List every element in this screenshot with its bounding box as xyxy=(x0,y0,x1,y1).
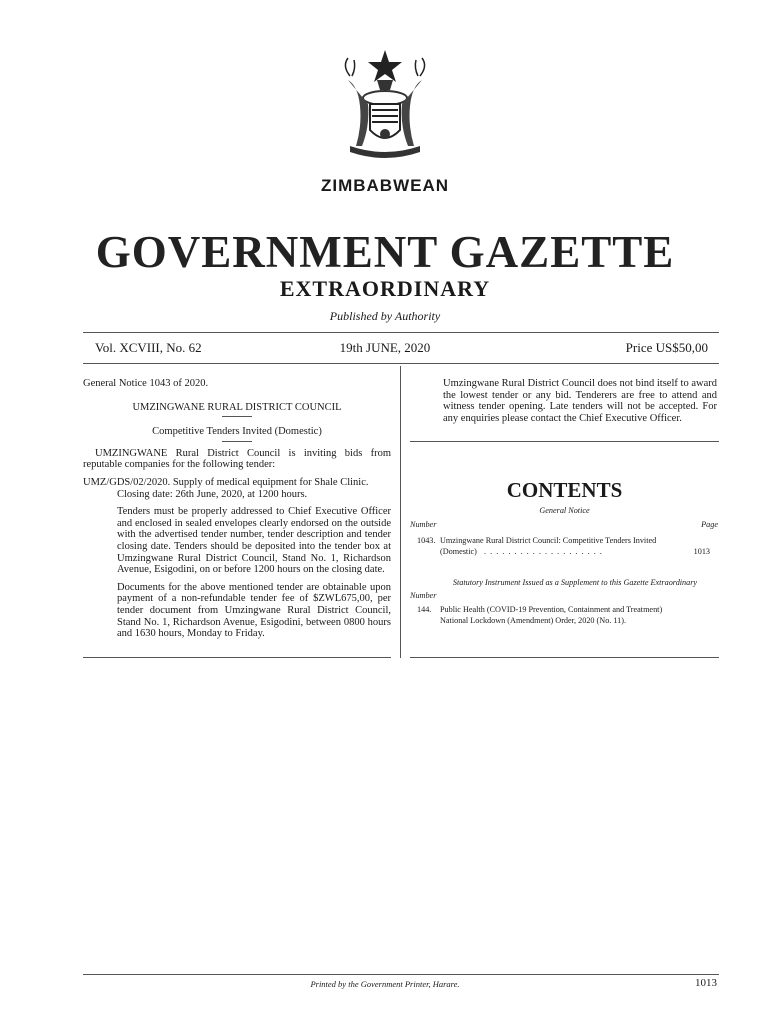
volume-number: Vol. XCVIII, No. 62 xyxy=(95,340,202,355)
coat-of-arms-icon xyxy=(330,46,440,164)
country-heading: ZIMBABWEAN xyxy=(320,176,450,195)
notice-paragraph: Tenders must be properly addressed to Chief Executive Officer and enclosed in sealed envelopes clearly endorsed on the outside with the advertised tender number, tender description and tender closing date. Tenders should be deposited into the tender box at Umzingwane Rural District Council, Stand No. 1, Richardson Avenue, Esigodini, on or before 1200 hours on the closing date. xyxy=(117,506,391,576)
page-number: 1013 xyxy=(695,977,717,989)
contents-section-general: General Notice xyxy=(539,506,590,515)
contents-item-number: 144. xyxy=(417,605,432,614)
short-rule xyxy=(222,416,252,417)
notice-paragraph: Umzingwane Rural District Council does not bind itself to award the lowest tender or any bid. Tenderers are free to attend and witness tender opening. Late tenders will not be accepted. For any enquiries please contact the Chief Executive Officer. xyxy=(443,378,717,424)
column-divider xyxy=(400,366,401,658)
issue-date: 19th JUNE, 2020 xyxy=(339,340,431,355)
notice-intro: UMZINGWANE Rural District Council is inviting bids from reputable companies for the following tender: xyxy=(83,447,391,471)
contents-item-text: Public Health (COVID-19 Prevention, Containment and Treatment) xyxy=(440,605,663,614)
notice-number: General Notice 1043 of 2020. xyxy=(83,378,209,389)
number-label: Number xyxy=(410,520,437,529)
notice-heading: Competitive Tenders Invited (Domestic) xyxy=(152,426,322,438)
contents-item-number: 1043. xyxy=(417,536,436,545)
footer-rule xyxy=(83,974,719,975)
right-rule xyxy=(410,441,719,442)
printer-line: Printed by the Government Printer, Harare. xyxy=(310,979,460,989)
left-column xyxy=(83,378,391,640)
contents-section-si: Statutory Instrument Issued as a Supplement to this Gazette Extraordinary xyxy=(452,578,698,587)
contents-item-text: (Domestic) xyxy=(440,547,477,556)
tender-closing: Closing date: 26th June, 2020, at 1200 hours. xyxy=(117,488,308,500)
contents-item-text: National Lockdown (Amendment) Order, 2020 (No. 11). xyxy=(440,616,627,625)
contents-item-text: Umzingwane Rural District Council: Competitive Tenders Invited xyxy=(440,536,657,545)
contents-item-page: 1013 xyxy=(693,547,710,556)
page-label: Page xyxy=(701,520,718,529)
number-label: Number xyxy=(410,591,437,600)
right-end-rule xyxy=(410,657,719,658)
top-rule xyxy=(83,332,719,333)
tender-item: UMZ/GDS/02/2020. Supply of medical equipment for Shale Clinic. xyxy=(83,476,369,488)
notice-paragraph: Documents for the above mentioned tender are obtainable upon payment of a non-refundable tender fee of $ZWL675,00, per tender document from Umzingwane Rural District Council, Stand No. 1, Richardson Avenue, Esigodini, between 0800 hours and 1630 hours, Monday to Friday. xyxy=(117,581,391,640)
published-by: Published by Authority xyxy=(329,309,441,323)
contents-title: CONTENTS xyxy=(506,478,623,502)
price: Price US$50,00 xyxy=(625,340,708,355)
gazette-title: GOVERNMENT GAZETTE xyxy=(95,227,675,277)
short-rule xyxy=(222,441,252,442)
contents-leader-dots: . . . . . . . . . . . . . . . . . . . . xyxy=(484,547,603,556)
council-name: UMZINGWANE RURAL DISTRICT COUNCIL xyxy=(132,401,342,413)
edition-label: EXTRAORDINARY xyxy=(279,276,491,301)
left-end-rule xyxy=(83,657,391,658)
bottom-rule xyxy=(83,363,719,364)
